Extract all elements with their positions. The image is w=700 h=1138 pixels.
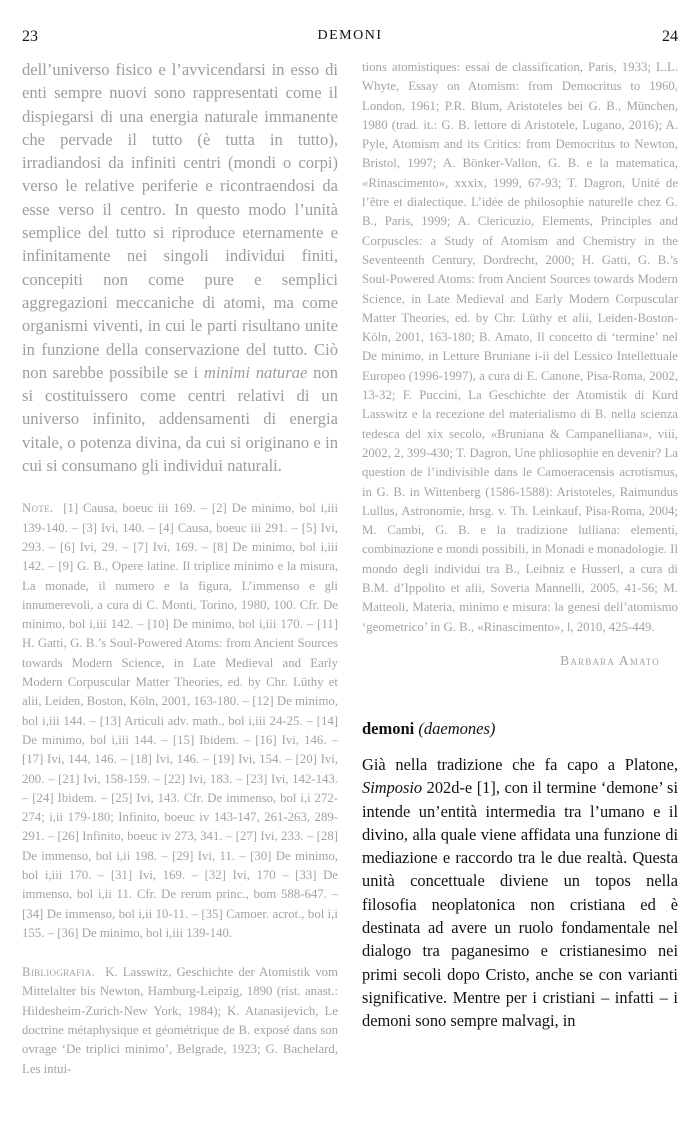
notes-label: Note. (22, 501, 54, 516)
running-title: DEMONI (317, 28, 383, 43)
page-number-left: 23 (22, 28, 38, 45)
notes-text: [1] Causa, boeuc iii 169. – [2] De minimo, bol i,iii 139-140. – [3] Ivi, 140. – [4] Causa, boeuc iii 291. – [5] Ivi, 293. – [6] Ivi, 29. – [7] Ivi, 169. – [8] De minimo, bol i,iii 142. – [9] G. B., Opere latine. Il triplice minimo e la misura, La monade, il numero e la figura, L’immenso e gli innumerevoli, a cura di C. Monti, Torino, 1980, 100. Cfr. De minimo, bol i,iii 142. – [10] De minimo, bol i,iii 170. – [11] H. Gatti, G. B.’s Soul-Powered Atoms: from Ancient Sources towards Modern Science, in Late Medieval and Early Modern Corpuscular Matter Theories, ed. by Chr. Lüthy et alii, Leiden, Boston, Köln, 2001, 163-180. – [12] De minimo, bol i,iii 144. – [13] Articuli adv. math., bol i,iii 24-25. – [14] De minimo, bol i,iii 144. – [15] Ibidem. – [16] Ivi, 146. – [17] Ivi, 144, 146. – [18] Ivi, 146. – [19] Ivi, 154. – [20] Ivi, 200. – [21] Ivi, 158-159. – [22] Ivi, 183. – [23] Ivi, 142-143. – [24] Ibidem. – [25] Ivi, 143. Cfr. De immenso, bol i,i 272-274; i,ii 179-180; Infinito, boeuc iv 143-147, 261-263, 289-291. – [26] Infinito, boeuc iv 273, 341. – [27] Ivi, 233. – [28] De immenso, bol i,ii 198. – [29] Ivi, 11. – [30] De minimo, bol i,iii 170. – [31] Ivi, 169. – [32] Ivi, 170 – [33] De immenso, bol i,ii 11. Cfr. De rerum princ., bom 588-647. – [34] De immenso, bol i,ii 10-11. – [35] Camoer. acrot., bol i,i 155. – [36] De minimo, bol i,iii 139-140. (22, 501, 339, 940)
author-signature: Barbara Amato (560, 652, 660, 668)
right-column (362, 58, 678, 1032)
bibliography-continuation: tions atomistiques: essai de classification, Paris, 1933; L.L. Whyte, Essay on Atomism: from Democritus to 1960, London, 1961; P.R. Blum, Aristoteles bei G. B., München, 1980 (trad. it.: G. B. lettore di Aristotele, Lugano, 2016); A. Pyle, Atomism and its Critics: from Democritus to Newton, Bristol, 1997; A. Bönker-Vallon, G. B. e la matematica, «Rinascimento», xxxix, 1999, 67-93; T. Dagron, Unité de l’être et dialectique. L’idée de philosophie naturelle chez G. B., Paris, 1999; A. Clericuzio, Elements, Principles and Corpuscles: a Study of Atomism and Chemistry in the Seventeenth Century, Dordrecht, 2000; H. Gatti, G. B.’s Soul-Powered Atoms: from Ancient Sources towards Modern Science, in Late Medieval and Early Modern Corpuscular Matter Theories, ed. by Chr. Lüthy et alii, Leiden-Boston-Köln, 2001, 163-180; B. Amato, Il concetto di ‘termine’ nel De minimo, in Letture Bruniane i-ii del Lessico Intellettuale Europeo (1996-1997), a cura di E. Canone, Pisa-Roma, 2002, 13-32; F. Puccini, La Geschichte der Atomistik di Kurd Lasswitz e la recezione del materialismo di B. nella scienza tedesca del xix secolo, «Bruniana & Campanelliana», viii, 2002, 2, 399-430; T. Dagron, Une phliosophie en devenir? La question de l’indivisible dans le Camoeracensis acrotismus, in G. B. in Wittenberg (1586-1588): Aristoteles, Raimundus Lullus, Astronomie, hrsg. v. Th. Leinkauf, Pisa-Roma, 2004; M. Cambi, G. B. e la tradizione lulliana: elementi, combinazione e mondi possibili, in Monadi e monadologie. Il mondo degli individui tra B., Leibniz e Husserl, a cura di B.M. d’Ippolito et alii, Soveria Mannelli, 2005, 41-56; M. Matteoli, Materia, minimo e misura: la genesi dell’atomismo ‘geometrico’ in G. B., «Rinascimento», l, 2010, 425-449. (362, 60, 678, 634)
left-column (22, 58, 338, 1079)
notes-section (22, 499, 338, 943)
entry-body: Già nella tradizione che fa capo a Platone, Simposio 202d-e [1], con il termine ‘demone’ si intende un’entità intermedia tra l’umano e il divino, alla quale viene affidata una funzione di mediazione e raccordo tra le due realtà. Questa unità concettuale diviene un topos nella filosofia neoplatonica non cristiana ed è destinata ad avere un ruolo fondamentale nel dialogo tra paganesimo e cristianesimo nei primi secoli dopo Cristo, anche se con varianti significative. Mentre per i cristiani – infatti – i demoni sono sempre malvagi, in (362, 754, 678, 1031)
running-header (22, 28, 678, 48)
bibliography-text: K. Lasswitz, Geschichte der Atomistik vom Mittelalter bis Newton, Hamburg-Leipzig, 1890 (rist. anast.: Hildesheim-Zurich-New York, 1984); K. Atanasijevich, Le doctrine métaphysique et géométrique de B. exposé dans son ovrage ‘De triplici minimo’, Belgrade, 1923; G. Bachelard, Les intui- (22, 965, 338, 1076)
entry-title: demoni (daemones) (362, 718, 496, 738)
page-number-right: 24 (662, 28, 678, 45)
bibliography-section (22, 963, 338, 1079)
main-paragraph: dell’universo fisico e l’avvicendarsi in esso di enti sempre nuovi sono rappresentati come il dispiegarsi di una energia naturale immanente che pervade il tutto (è tutta in tutto), irradiandosi da infiniti centri (mondi o corpi) verso le relative periferie e ricontraendosi da esse verso il centro. In questo modo l’unità semplice del tutto si riproduce eternamente e infinitamente nei singoli individui finiti, concepiti non come pure e semplici aggregazioni meccaniche di atomi, ma come organismi viventi, in cui le parti risultano unite in funzione della conservazione del tutto. Ciò non sarebbe possibile se i minimi naturae non si costituissero come centri relativi di un universo infinito, addensamenti di energia vitale, o potenza divina, da cui si originano e in cui si consumano gli individui naturali. (22, 60, 338, 476)
bibliography-label: Bibliografia. (22, 965, 96, 980)
